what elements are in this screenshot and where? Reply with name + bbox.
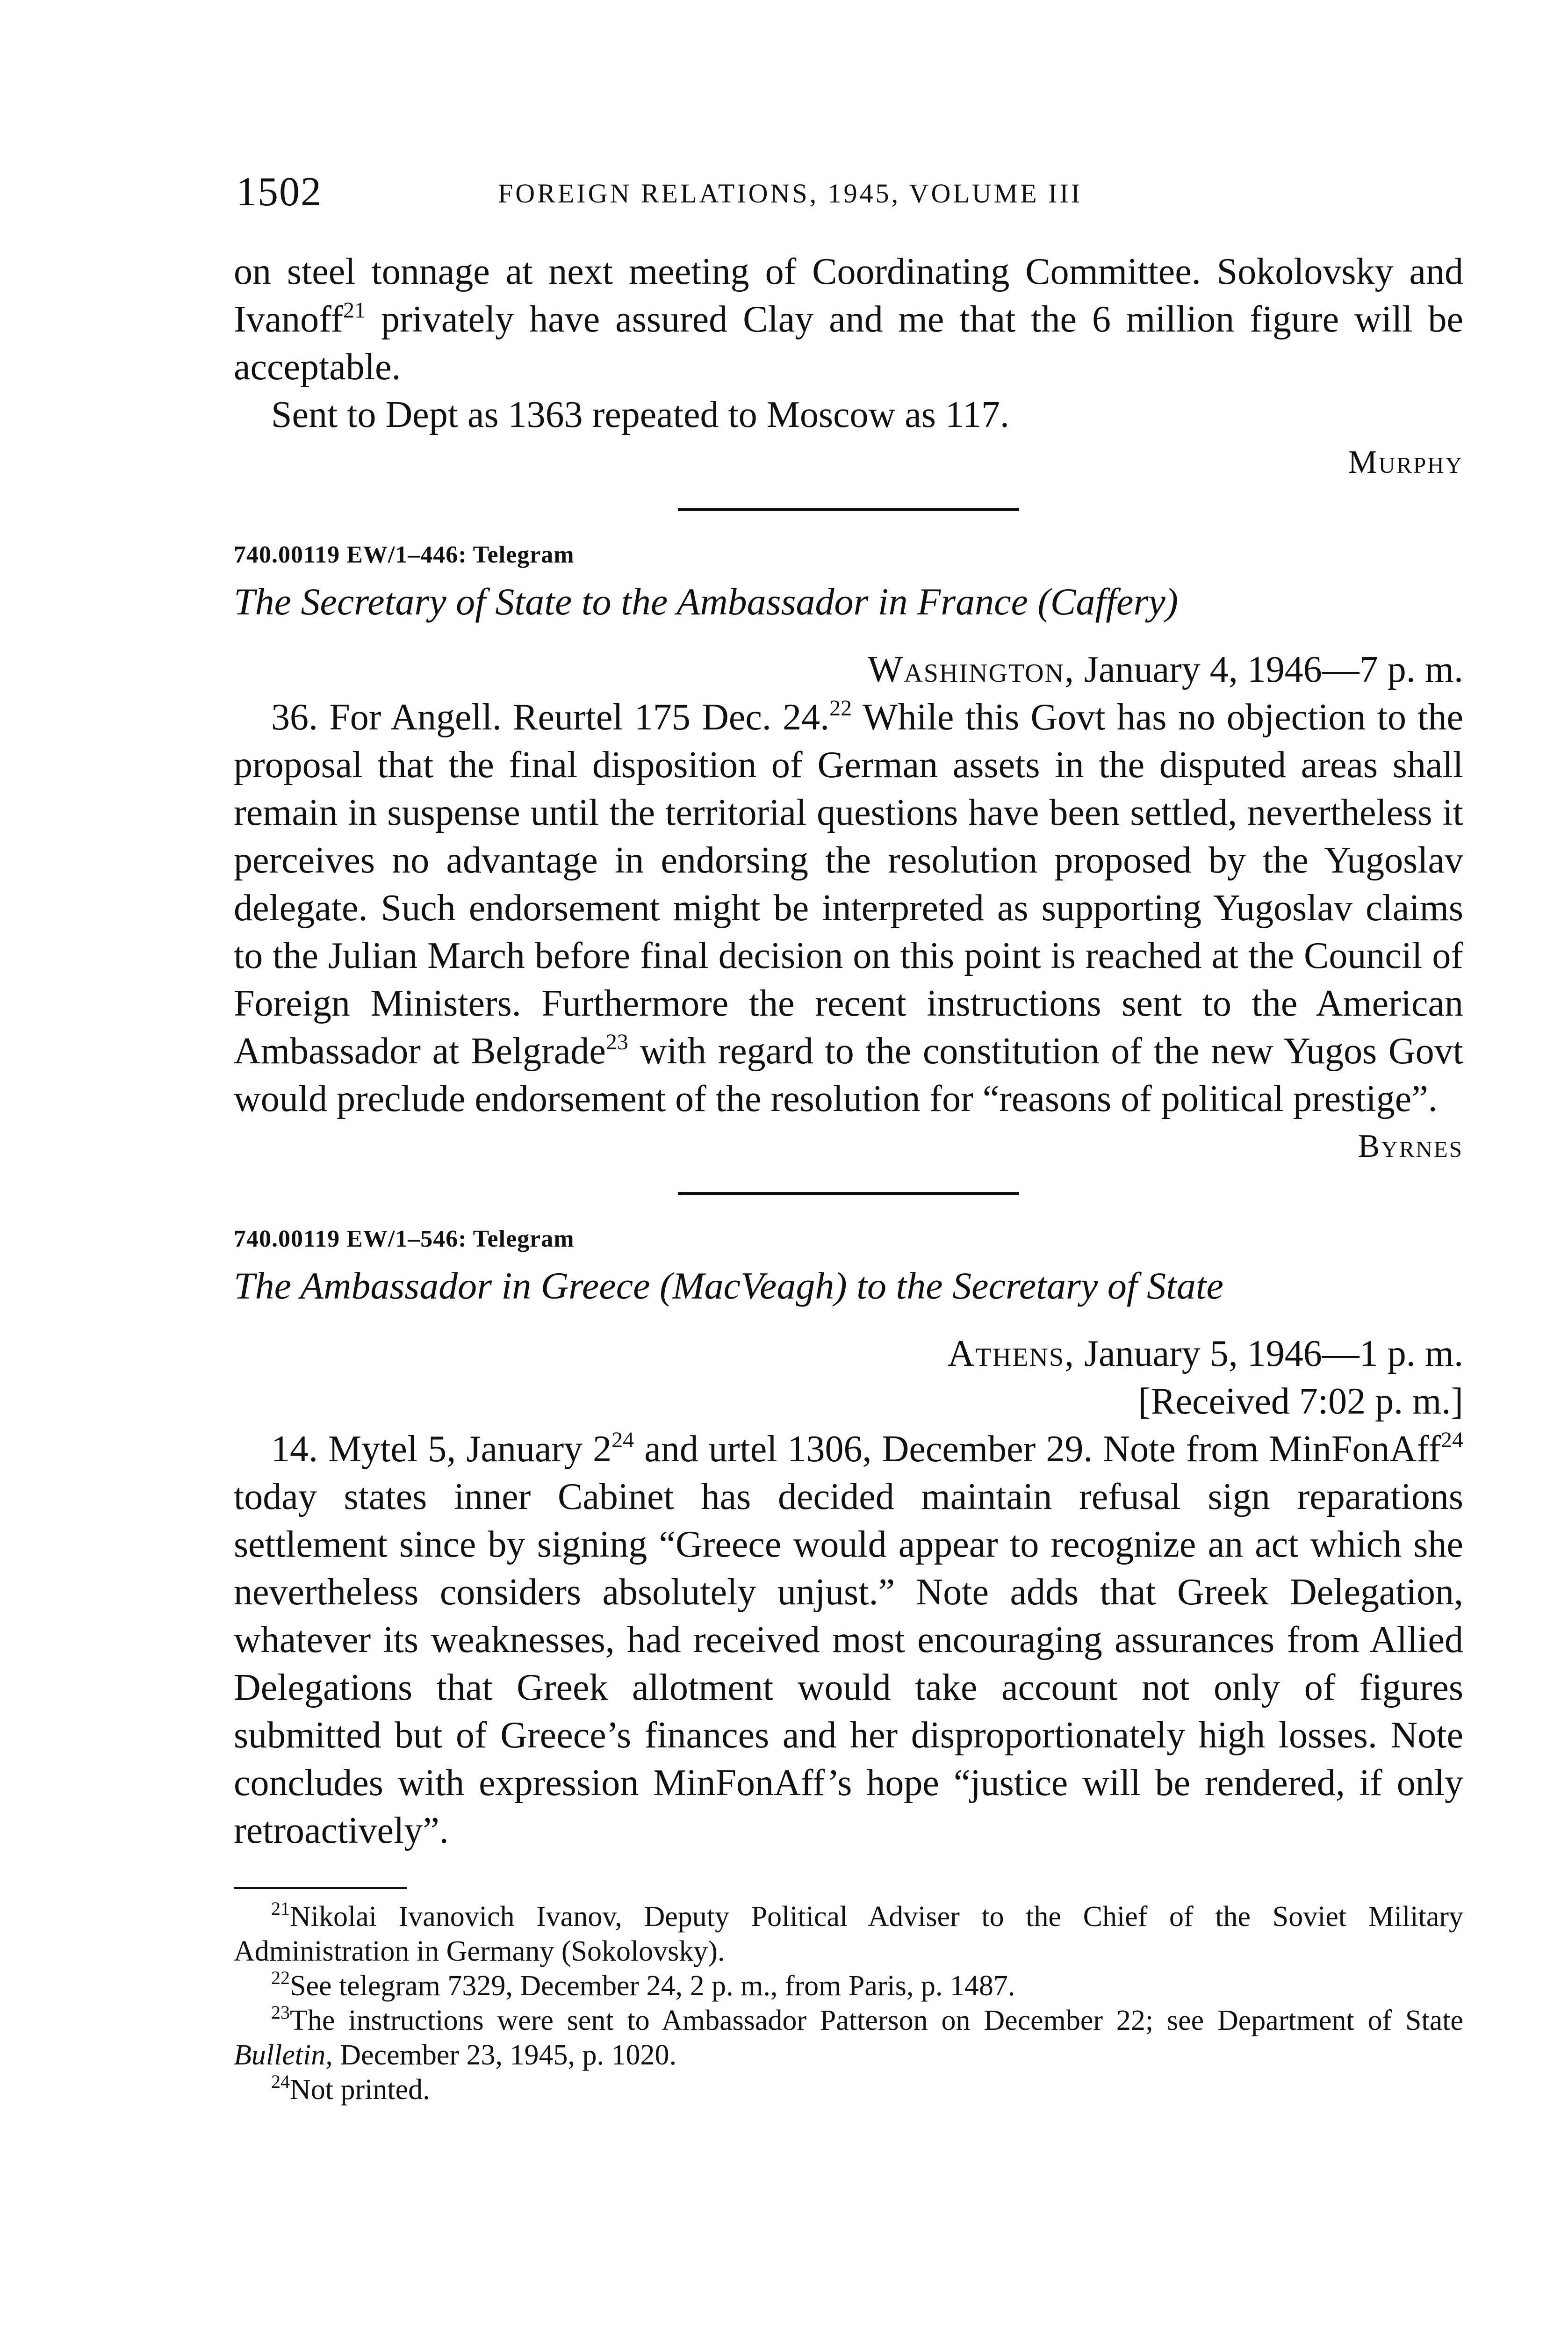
page-number: 1502 — [236, 169, 322, 215]
telegram-body-2: 14. Mytel 5, January $2^{24}$ and urtel 1306, December 29. Note from MinFonAff$^{24}$ today states inner Cabinet has decided maintain refusal sign reparations settlement since by signing “Greece would appear to recognize an act which she nevertheless considers absolutely unjust.” Note adds that Greek Delegation, whatever its weaknesses, had received most encouraging assurances from Allied Delegations that Greek allotment would take account not only of figures submitted but of Greece’s finances and her disproportionately high losses. Note concludes with expression MinFonAff’s hope “justice will be rendered, if only retroactively”. — [234, 1428, 1463, 1851]
signature-byrnes: Byrnes — [1358, 1128, 1463, 1164]
file-id-2: 740.00119 EW/1–546: Telegram — [234, 1226, 575, 1252]
continued-paragraph: on steel tonnage at next meeting of Coordinating Committee. Sokolovsky and Ivanoff$^{21}$ privately have assured Clay and me that the 6 million figure will be acceptable. — [234, 251, 1463, 388]
page-content — [234, 248, 1463, 2107]
page-header — [236, 168, 1311, 220]
footnote-23: $^{23}$The instructions were sent to Ambassador Patterson on December 22; see Department of State Bulletin, December 23, 1945, p. 1020. — [234, 2002, 1463, 2071]
document-title-2: The Ambassador in Greece (MacVeagh) to the Secretary of State — [234, 1264, 1224, 1307]
file-id-1: 740.00119 EW/1–446: Telegram — [234, 541, 575, 568]
section-divider — [678, 1192, 1019, 1195]
dateline-2: Athens, January 5, 1946—1 p. m. — [947, 1333, 1463, 1374]
signature-murphy: Murphy — [1348, 444, 1463, 480]
running-head: FOREIGN RELATIONS, 1945, VOLUME III — [498, 178, 1083, 209]
footnote-ref-21[interactable]: 21 — [343, 298, 366, 323]
footnote-21: $^{21}$Nikolai Ivanovich Ivanov, Deputy Political Adviser to the Chief of the Soviet Military Administration in Germany (Sokolovsky). — [234, 1898, 1463, 1967]
footnote-22: $^{22}$See telegram 7329, December 24, 2 p. m., from Paris, p. 1487. — [271, 1967, 1015, 2002]
footnote-ref-22[interactable]: 22 — [829, 696, 852, 721]
received-time: [Received 7:02 p. m.] — [1138, 1381, 1463, 1422]
telegram-body-1: 36. For Angell. Reurtel 175 Dec. 24.22 While this Govt has no objection to the proposal that the final disposition of German assets in the disputed areas shall remain in suspense until the territorial questions have been settled, nevertheless it perceives no advantage in endorsing the resolution proposed by the Yugoslav delegate. Such endorsement might be interpreted as supporting Yugoslav claims to the Julian March before final decision on this point is reached at the Council of Foreign Ministers. Furthermore the recent instructions sent to the American Ambassador at Belgrade$^{23}$ with regard to the constitution of the new Yugos Govt would preclude endorsement of the resolution for “reasons of political prestige”. — [234, 696, 1464, 1119]
dateline-1: Washington, January 4, 1946—7 p. m. — [867, 649, 1463, 690]
document-title-1: The Secretary of State to the Ambassador in France (Caffery) — [234, 580, 1179, 623]
footnote-ref-24[interactable]: 24 — [611, 1428, 634, 1452]
footnote-ref-24[interactable]: 24 — [1441, 1428, 1463, 1452]
footnote-divider — [234, 1887, 407, 1889]
footnote-ref-23[interactable]: 23 — [605, 1030, 628, 1054]
section-divider — [678, 508, 1019, 511]
footnote-24: $^{24}$Not printed. — [271, 2071, 430, 2106]
routing-paragraph: Sent to Dept as 1363 repeated to Moscow as 117. — [271, 394, 1009, 435]
